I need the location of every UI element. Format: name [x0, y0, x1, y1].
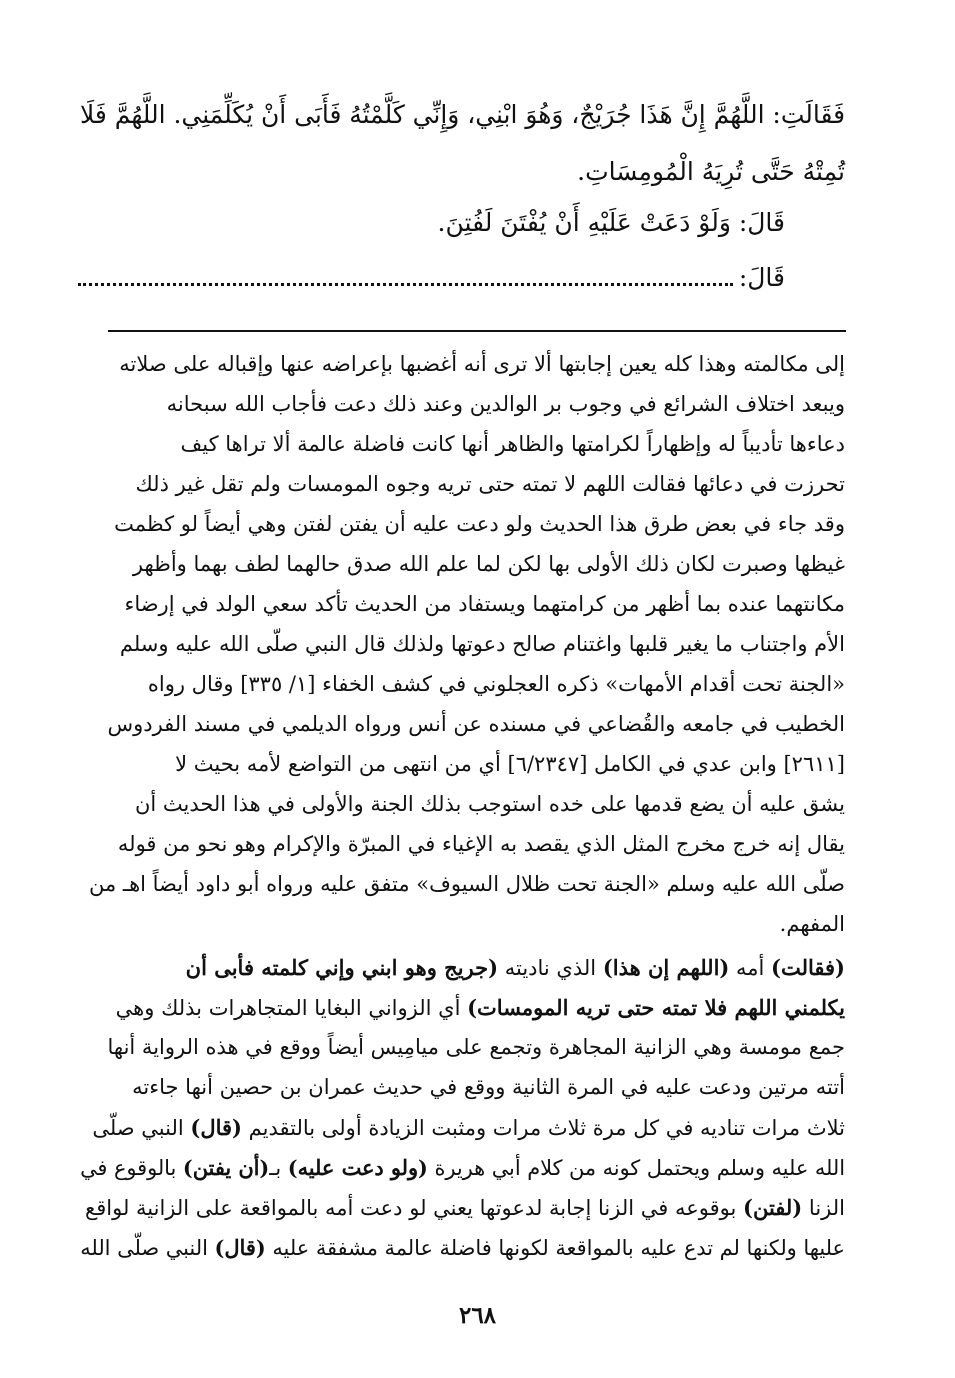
bold-term: (جريج وهو ابني وإني كلمته فأبى أن — [185, 955, 499, 980]
commentary-line: «الجنة تحت أقدام الأمهات» ذكره العجلوني في كشف الخفاء [١/ ٣٣٥] وقال رواه — [147, 672, 845, 696]
commentary2-line-5 — [92, 1115, 845, 1140]
bold-term: (قال) — [214, 1235, 266, 1260]
hadith-line-4-label: قَالَ: — [738, 263, 785, 292]
footnote-separator — [108, 330, 846, 332]
commentary-line: الأم واجتناب ما يغير قلبها واغتنام صالح دعوتها ولذلك قال النبي صلّى الله عليه وسلم — [119, 632, 845, 656]
text-run: الله عليه وسلم ويحتمل كونه من كلام أبي هريرة — [427, 1156, 845, 1180]
text-run: بالوقوع في — [80, 1156, 183, 1180]
text-run: النبي صلّى — [92, 1116, 191, 1140]
commentary-line: وقد جاء في بعض طرق هذا الحديث ولو دعت عليه أن يفتن لفتن وهي أيضاً لو كظمت — [114, 512, 845, 536]
bold-term: (أن يفتن) — [182, 1155, 270, 1180]
commentary2-line-3: جمع مومسة وهي الزانية المجاهرة وتجمع على ميامِيس أيضاً ووقع في هذه الرواية أنها — [107, 1035, 845, 1059]
commentary-line: يقال إنه خرج مخرج المثل الذي يقصد به الإغياء في المبرّة والإكرام وهو نحو من قوله — [117, 832, 845, 856]
bold-term: (اللهم إن هذا) — [602, 955, 730, 980]
bold-term: (لفتن) — [743, 1195, 803, 1220]
commentary2-line-7 — [85, 1195, 845, 1220]
hadith-line-4 — [78, 263, 785, 292]
commentary-line: غيظها وصبرت لكان ذلك الأولى بها لكن لما علم الله صدق حالهما لطف بهما وأظهر — [132, 552, 845, 576]
hadith-line-3: قَالَ: وَلَوْ دَعَتْ عَلَيْهِ أَنْ يُفْتَنَ لَفُتِنَ. — [437, 208, 785, 237]
commentary-line: ويبعد اختلاف الشرائع في وجوب بر الوالدين وعند ذلك دعت فأجاب الله سبحانه — [166, 392, 845, 416]
text-run: النبي صلّى الله — [80, 1236, 215, 1260]
bold-term: يكلمني اللهم فلا تمته حتى تريه المومسات) — [467, 995, 845, 1020]
bold-term: (فقالت) — [771, 955, 845, 980]
text-run: بوقوعه في الزنا إجابة لدعوتها يعني لو دعت أمه بالمواقعة على الزانية لواقع — [85, 1196, 744, 1220]
commentary-line: المفهم. — [779, 912, 845, 936]
bold-term: (ولو دعت عليه) — [287, 1155, 428, 1180]
text-run: الذي ناديته — [498, 956, 603, 980]
dotted-blank — [78, 273, 733, 286]
hadith-line-2: تُمِتْهُ حَتَّى تُرِيَهُ الْمُومِسَاتِ. — [577, 157, 845, 186]
commentary2-line-1 — [186, 955, 845, 980]
text-run: ثلاث مرات تناديه في كل مرة ثلاث مرات ومثبت الزيادة أولى بالتقديم — [241, 1116, 845, 1140]
hadith-line-1: فَقَالَتِ: اللَّهُمَّ إِنَّ هَذَا جُرَيْجٌ، وَهُوَ ابْنِي، وَإِنِّي كَلَّمْتُهُ فَأَبَى أَنْ يُكَلِّمَنِي. اللَّهُمَّ فَلَا — [80, 100, 845, 129]
text-run: بـ — [269, 1156, 288, 1180]
commentary-line: الخطيب في جامعه والقُضاعي في مسنده عن أنس ورواه الديلمي في مسند الفردوس — [107, 712, 845, 736]
commentary-line: يشق عليه أن يضع قدمها على خده استوجب بذلك الجنة والأولى في هذا الحديث أن — [134, 792, 845, 816]
text-run: الزنا — [802, 1196, 845, 1220]
commentary-line: تحرزت في دعائها فقالت اللهم لا تمته حتى تريه وجوه المومسات ولم تقل غير ذلك — [135, 472, 845, 496]
commentary-line: إلى مكالمته وهذا كله يعين إجابتها ألا ترى أنه أغضبها بإعراضه عنها وإقباله على صلاته — [119, 352, 845, 376]
commentary-line: مكانتهما عنده بما أظهر من كرامتهما ويستفاد من الحديث تأكد سعي الولد في إرضاء — [124, 592, 845, 616]
commentary-line: صلّى الله عليه وسلم «الجنة تحت ظلال السيوف» متفق عليه ورواه أبو داود أيضاً اهـ من — [89, 872, 845, 896]
text-run: أمه — [729, 956, 772, 980]
commentary-line: [٢٦١١] وابن عدي في الكامل [٦/٢٣٤٧] أي من انتهى من التواضع لأمه بحيث لا — [175, 752, 845, 776]
commentary2-line-6 — [80, 1155, 845, 1180]
text-run: عليها ولكنها لم تدع عليه بالمواقعة لكونها فاضلة عالمة مشفقة عليه — [265, 1236, 845, 1260]
commentary2-line-4: أتته مرتين ودعت عليه في المرة الثانية ووقع في حديث عمران بن حصين أنها جاءته — [132, 1075, 845, 1099]
page-number: ٢٦٨ — [458, 1302, 497, 1329]
commentary2-line-2 — [116, 995, 845, 1020]
commentary-line: دعاءها تأديباً له وإظهاراً لكرامتها والظاهر أنها كانت فاضلة عالمة ألا تراها كيف — [180, 432, 845, 456]
commentary2-line-8 — [80, 1235, 845, 1260]
text-run: أي الزواني البغايا المتجاهرات بذلك وهي — [115, 996, 468, 1020]
bold-term: (قال) — [190, 1115, 242, 1140]
